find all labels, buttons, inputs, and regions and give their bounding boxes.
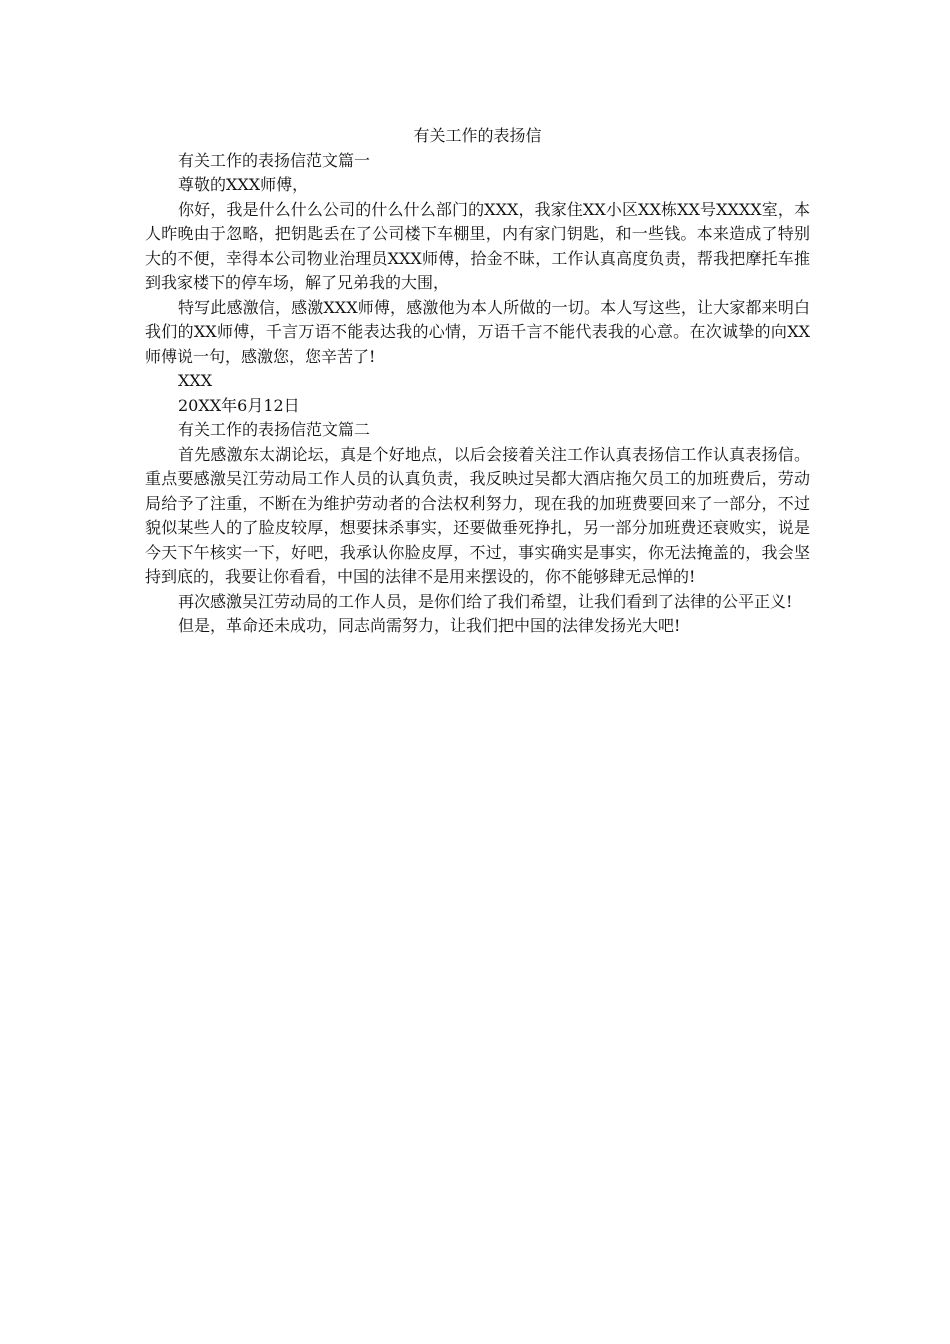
body-paragraph: 你好，我是什么什么公司的什么什么部门的XXX，我家住XX小区XX栋XX号XXXX室，本人昨晚由于忽略，把钥匙丢在了公司楼下车棚里，内有家门钥匙，和一些钱。本来造成了特别大的不便，幸得本公司物业治理员XXX师傅，拾金不昧，工作认真高度负责，帮我把摩托车推到我家楼下的停车场，解了兄弟我的大围，	[145, 199, 810, 292]
signature: XXX	[178, 371, 213, 390]
document-title: 有关工作的表扬信	[413, 126, 542, 145]
section-heading-two: 有关工作的表扬信范文篇二	[178, 420, 371, 439]
document-page	[145, 124, 810, 639]
body-paragraph: 但是，革命还未成功，同志尚需努力，让我们把中国的法律发扬光大吧!	[178, 616, 681, 635]
body-paragraph: 再次感激吴江劳动局的工作人员，是你们给了我们希望，让我们看到了法律的公平正义!	[178, 591, 793, 611]
body-paragraph: 首先感激东太湖论坛，真是个好地点，以后会接着关注工作认真表扬信工作认真表扬信。重点要感激吴江劳动局工作人员的认真负责，我反映过吴都大酒店拖欠员工的加班费后，劳动局给予了注重，不断在为维护劳动者的合法权利努力，现在我的加班费要回来了一部分，不过貌似某些人的了脸皮较厚，想要抹杀事实，还要做垂死挣扎，另一部分加班费还衰败实，说是今天下午核实一下，好吧，我承认你脸皮厚，不过，事实确实是事实，你无法掩盖的，我会坚持到底的，我要让你看看，中国的法律不是用来摆设的，你不能够肆无忌惮的!	[145, 444, 810, 586]
date-line: 20XX年6月12日	[178, 395, 300, 415]
salutation: 尊敬的XXX师傅，	[178, 175, 309, 194]
body-paragraph: 特写此感激信，感激XXX师傅，感激他为本人所做的一切。本人写这些，让大家都来明白我们的XX师傅，千言万语不能表达我的心情，万语千言不能代表我的心意。在次诚挚的向XX师傅说一句，感激您，您辛苦了!	[145, 297, 810, 366]
section-heading-one: 有关工作的表扬信范文篇一	[178, 150, 371, 170]
